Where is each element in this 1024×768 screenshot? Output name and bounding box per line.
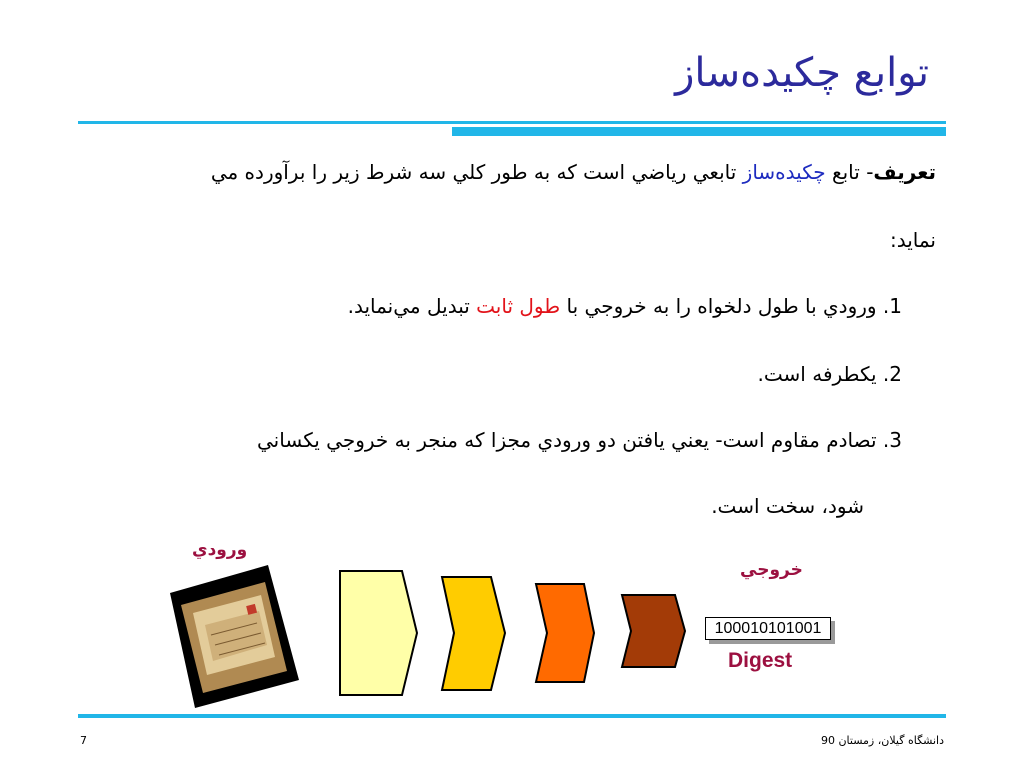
footer-institution: دانشگاه گيلان، زمستان 90 <box>820 734 944 747</box>
digest-label: Digest <box>728 649 793 672</box>
output-label: خروجي <box>740 560 803 580</box>
footer-divider <box>78 714 946 718</box>
condition-2: 2. يكطرفه است. <box>757 362 902 386</box>
condition-3-line-2: شود، سخت است. <box>711 494 864 518</box>
definition-term: تعريف <box>873 160 936 184</box>
stage-4-shape <box>622 595 685 667</box>
definition-rest: تابعي رياضي است كه به طور كلي سه شرط زير را برآورده مي <box>210 160 743 184</box>
definition-line-1 <box>211 160 936 184</box>
condition-1-highlight: طول ثابت <box>476 294 561 318</box>
condition-1 <box>348 294 902 318</box>
title-divider-thin <box>78 121 946 124</box>
definition-line-2: نمايد: <box>889 228 936 252</box>
condition-3-line-1: 3. تصادم مقاوم است- يعني يافتن دو ورودي مجزا كه منجر به خروجي يكساني <box>257 428 902 452</box>
stage-3-shape <box>536 584 594 682</box>
input-label: ورودي <box>192 540 248 560</box>
definition-highlight: چكيده‌ساز <box>742 160 826 184</box>
page-number: 7 <box>80 734 87 747</box>
stage-1-shape <box>340 571 417 695</box>
condition-1-suffix: تبديل مي‌نمايد. <box>347 294 477 318</box>
digest-value-box: 100010101001 <box>705 617 831 640</box>
definition-dash: - تابع <box>825 160 874 184</box>
letters-image <box>165 565 305 710</box>
stage-2-shape <box>442 577 505 690</box>
title-divider-thick <box>452 127 946 136</box>
hash-stages <box>335 568 715 703</box>
condition-1-prefix: 1. ورودي با طول دلخواه را به خروجي با <box>560 294 902 318</box>
slide-title: توابع چكيده‌ساز <box>675 50 929 96</box>
